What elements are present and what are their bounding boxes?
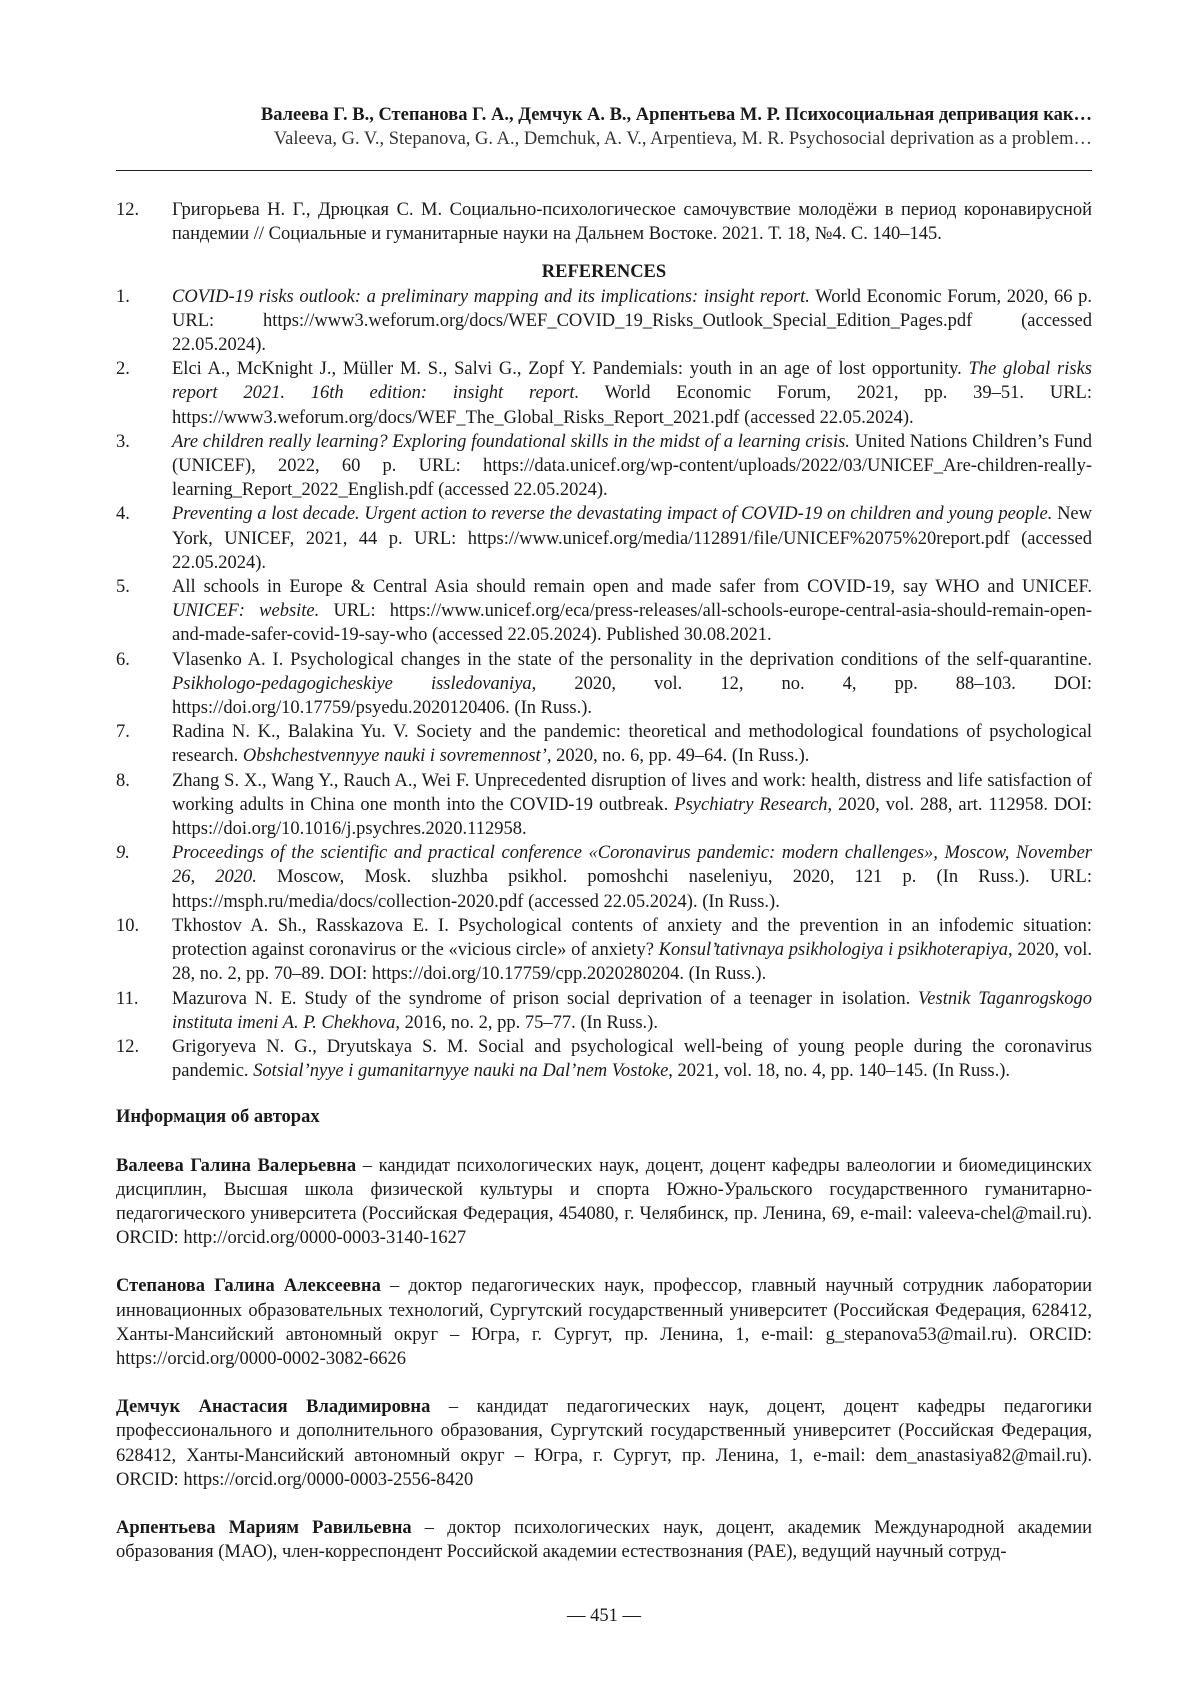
reference-details: , 2020, vol. 288, art. 112958. DOI: https://doi.org/10.1016/j.psychres.2020.112958. — [172, 795, 1092, 839]
reference-number: 7. — [116, 720, 172, 768]
author-details: – доктор психологических наук, доцент, академик Международной академии образования (МАО), член-корреспондент Российской академии естествознания (РАЕ), ведущий научный сотруд- — [116, 1518, 1092, 1562]
running-head-english: Valeeva, G. V., Stepanova, G. A., Demchuk, A. V., Arpentieva, M. R. Psychosocial deprivation as a problem… — [116, 127, 1092, 151]
reference-authors: Radina N. K., Balakina Yu. V. Society and the pandemic: theoretical and methodological foundations of psychological research. — [172, 722, 1092, 766]
reference-authors: Vlasenko A. I. Psychological changes in the state of the personality in the deprivation conditions of the self-quarantine. — [172, 650, 1092, 670]
reference-number: 3. — [116, 430, 172, 503]
reference-item — [116, 430, 1092, 503]
reference-authors: Elci A., McKnight J., Müller M. S., Salvi G., Zopf Y. Pandemials: youth in an age of lost opportunity. — [172, 359, 969, 379]
reference-item — [116, 914, 1092, 987]
reference-title: Obshchestvennyye nauki i sovremennost’, — [243, 746, 552, 766]
reference-authors: Grigoryeva N. G., Dryutskaya S. M. Social and psychological well-being of young people during the coronavirus pandemic. — [172, 1037, 1092, 1081]
reference-number: 5. — [116, 575, 172, 648]
author-name: Арпентьева Мариям Равильевна — [116, 1518, 412, 1538]
reference-number: 9. — [116, 841, 172, 914]
author-details: – кандидат психологических наук, доцент, доцент кафедры валеологии и биомедицинских дисциплин, Высшая школа физической культуры и спорта Южно-Уральского государственного гуманитарно-педагогического университета (Российская Федерация, 454080, г. Челябинск, пр. Ленина, 69, e-mail: valeeva-chel@mail.ru). ORCID: http://orcid.org/0000-0003-3140-1627 — [116, 1156, 1092, 1249]
reference-details: , 2016, no. 2, pp. 75–77. (In Russ.). — [395, 1013, 658, 1033]
reference-item — [116, 720, 1092, 768]
header-rule — [116, 170, 1092, 171]
running-head-russian: Валеева Г. В., Степанова Г. А., Демчук А. В., Арпентьева М. Р. Психосоциальная депривация как… — [116, 103, 1092, 127]
reference-text — [172, 502, 1092, 575]
reference-item — [116, 841, 1092, 914]
reference-title: Psychiatry Research — [674, 795, 827, 815]
reference-title: The global risks report 2021. 16th edition: insight report. — [172, 359, 1092, 403]
reference-details: , 2020, vol. 28, no. 2, pp. 70–89. DOI: https://doi.org/10.17759/cpp.2020280204. (In Russ.). — [172, 940, 1092, 984]
reference-details: URL: https://www.unicef.org/eca/press-releases/all-schools-europe-central-asia-should-remain-open-and-made-safer-covid-19-say-who (accessed 22.05.2024). Published 30.08.2021. — [172, 601, 1092, 645]
reference-item — [116, 575, 1092, 648]
reference-text — [172, 769, 1092, 842]
reference-text: Григорьева Н. Г., Дрюцкая С. М. Социально-психологическое самочувствие молодёжи в период коронавирусной пандемии // Социальные и гуманитарные науки на Дальнем Востоке. 2021. Т. 18, №4. С. 140–145. — [172, 198, 1092, 246]
reference-title: Psikhologo-pedagogicheskiye issledovaniya — [172, 674, 532, 694]
reference-number: 10. — [116, 914, 172, 987]
reference-details: , 2021, vol. 18, no. 4, pp. 140–145. (In Russ.). — [668, 1061, 1010, 1081]
reference-details: 2020, no. 6, pp. 49–64. (In Russ.). — [551, 746, 809, 766]
authors-list — [116, 1154, 1092, 1565]
reference-number: 8. — [116, 769, 172, 842]
author-info — [116, 1154, 1092, 1251]
reference-title: Konsul’tativnaya psikhologiya i psikhoterapiya — [659, 940, 1008, 960]
reference-details: World Economic Forum, 2020, 66 p. URL: https://www3.weforum.org/docs/WEF_COVID_19_Risks_Outlook_Special_Edition_Pages.pdf (accessed 22.05.2024). — [172, 287, 1092, 355]
reference-title: Sotsial’nyye i gumanitarnyye nauki na Dal’nem Vostoke — [253, 1061, 668, 1081]
reference-text — [172, 914, 1092, 987]
reference-number: 1. — [116, 285, 172, 358]
reference-details: World Economic Forum, 2021, pp. 39–51. URL: https://www3.weforum.org/docs/WEF_The_Global_Risks_Report_2021.pdf (accessed 22.05.2024). — [172, 383, 1092, 427]
reference-title: COVID-19 risks outlook: a preliminary mapping and its implications: insight report. — [172, 287, 810, 307]
author-name: Валеева Галина Валерьевна — [116, 1156, 356, 1176]
author-details: – доктор педагогических наук, профессор, главный научный сотрудник лаборатории инновационных образовательных технологий, Сургутский государственный университет (Российская Федерация, 628412, Ханты-Мансийский автономный округ – Югра, г. Сургут, пр. Ленина, 1, e-mail: g_stepanova53@mail.ru). ORCID: https://orcid.org/0000-0002-3082-6626 — [116, 1276, 1092, 1369]
author-name: Степанова Галина Алексеевна — [116, 1276, 381, 1296]
reference-item — [116, 357, 1092, 430]
reference-text — [172, 841, 1092, 914]
reference-details: Moscow, Mosk. sluzhba psikhol. pomoshchi naseleniyu, 2020, 121 p. (In Russ.). URL: https://msph.ru/media/docs/collection-2020.pdf (accessed 22.05.2024). (In Russ.). — [172, 867, 1092, 911]
reference-details: United Nations Children’s Fund (UNICEF), 2022, 60 p. URL: https://data.unicef.org/wp-content/uploads/2022/03/UNICEF_Are-children-really-learning_Report_2022_English.pdf (accessed 22.05.2024). — [172, 432, 1092, 500]
reference-authors: All schools in Europe & Central Asia should remain open and made safer from COVID-19, say WHO and UNICEF. — [172, 577, 1092, 597]
reference-text — [172, 987, 1092, 1035]
reference-authors: Tkhostov A. Sh., Rasskazova E. I. Psychological contents of anxiety and the prevention in an infodemic situation: protection against coronavirus or the «vicious circle» of anxiety? — [172, 916, 1092, 960]
reference-number: 12. — [116, 1035, 172, 1083]
reference-text — [172, 285, 1092, 358]
reference-text — [172, 430, 1092, 503]
running-head — [116, 103, 1092, 151]
reference-text — [172, 1035, 1092, 1083]
authors-heading: Информация об авторах — [116, 1105, 1092, 1129]
reference-details: , 2020, vol. 12, no. 4, pp. 88–103. DOI: https://doi.org/10.17759/psyedu.2020120406. (In Russ.). — [172, 674, 1092, 718]
reference-item — [116, 1035, 1092, 1083]
reference-title: Proceedings of the scientific and practical conference «Coronavirus pandemic: modern challenges», Moscow, November 26, 2020. — [172, 843, 1092, 887]
reference-number: 6. — [116, 648, 172, 721]
reference-details: New York, UNICEF, 2021, 44 p. URL: https://www.unicef.org/media/112891/file/UNICEF%2075%20report.pdf (accessed 22.05.2024). — [172, 504, 1092, 572]
ru-reference-12 — [116, 198, 1092, 246]
reference-authors: Mazurova N. E. Study of the syndrome of prison social deprivation of a teenager in isolation. — [172, 989, 918, 1009]
reference-item — [116, 987, 1092, 1035]
reference-number: 12. — [116, 198, 172, 246]
reference-authors: Zhang S. X., Wang Y., Rauch A., Wei F. Unprecedented disruption of lives and work: health, distress and life satisfaction of working adults in China one month into the COVID-19 outbreak. — [172, 771, 1092, 815]
author-name: Демчук Анастасия Владимировна — [116, 1397, 430, 1417]
reference-item — [116, 648, 1092, 721]
references-list — [116, 285, 1092, 1084]
page-body — [116, 198, 1092, 1564]
reference-title: Preventing a lost decade. Urgent action to reverse the devastating impact of COVID-19 on children and young people. — [172, 504, 1052, 524]
page-number: — 451 — — [116, 1606, 1092, 1627]
reference-item — [116, 769, 1092, 842]
reference-title: Vestnik Taganrogskogo instituta imeni A. P. Chekhova — [172, 989, 1092, 1033]
reference-number: 4. — [116, 502, 172, 575]
reference-title: UNICEF: website. — [172, 601, 319, 621]
reference-number: 2. — [116, 357, 172, 430]
reference-title: Are children really learning? Exploring foundational skills in the midst of a learning crisis. — [172, 432, 850, 452]
author-details: – кандидат педагогических наук, доцент, доцент кафедры педагогики профессионального и дополнительного образования, Сургутский государственный университет (Российская Федерация, 628412, Ханты-Мансийский автономный округ – Югра, г. Сургут, пр. Ленина, 1, e-mail: dem_anastasiya82@mail.ru). ORCID: https://orcid.org/0000-0003-2556-8420 — [116, 1397, 1092, 1490]
references-heading: REFERENCES — [116, 260, 1092, 284]
reference-item — [116, 502, 1092, 575]
author-info — [116, 1274, 1092, 1371]
reference-text — [172, 648, 1092, 721]
author-info — [116, 1516, 1092, 1564]
author-info — [116, 1395, 1092, 1492]
reference-text — [172, 357, 1092, 430]
reference-text — [172, 720, 1092, 768]
reference-text — [172, 575, 1092, 648]
reference-number: 11. — [116, 987, 172, 1035]
reference-item — [116, 285, 1092, 358]
